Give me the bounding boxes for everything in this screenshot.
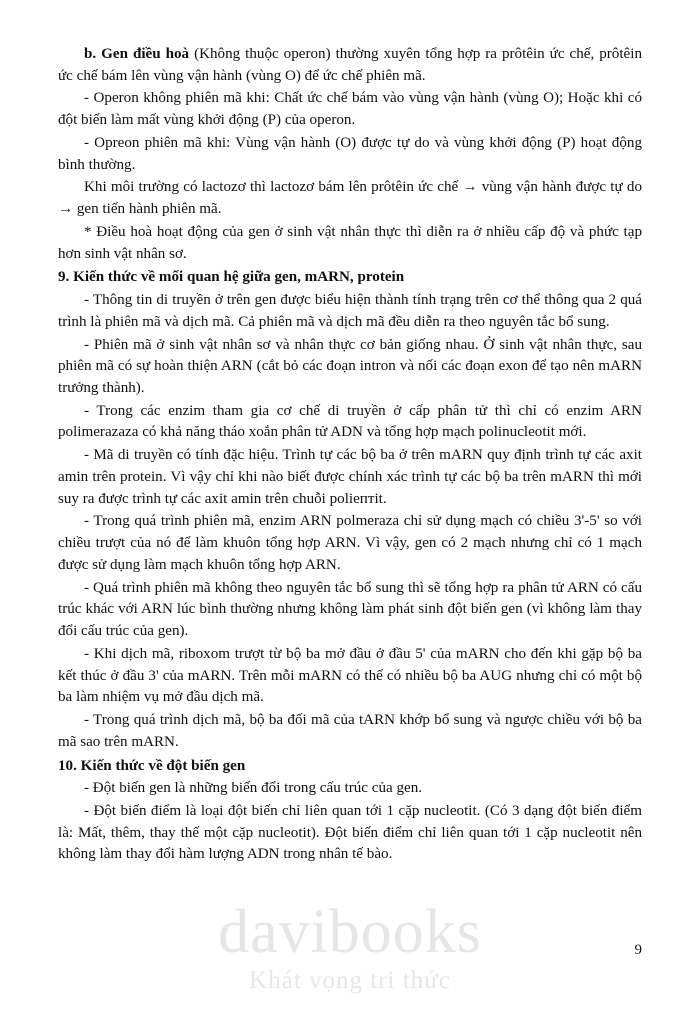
paragraph-dieu-hoa-hoat-dong: * Điều hoà hoạt động của gen ở sinh vật nhân thực thì diễn ra ở nhiều cấp độ và phức tạp hơn sinh vật nhân sơ. <box>58 223 642 262</box>
watermark-main-text: davibooks <box>218 898 482 966</box>
heading-10: 10. Kiến thức về đột biến gen <box>58 757 246 774</box>
paragraph-opreon-phien-ma: - Opreon phiên mã khi: Vùng vận hành (O) được tự do và vùng khởi động (P) hoạt động bình thường. <box>58 134 642 173</box>
paragraph-thong-tin-di-truyen: - Thông tin di truyền ở trên gen được biểu hiện thành tính trạng trên cơ thể thông qua 2 quá trình là phiên mã và dịch mã. Cả phiên mã và dịch mã đều diễn ra theo nguyên tắc bổ sung. <box>58 292 642 330</box>
watermark <box>0 898 700 995</box>
paragraph-khi-dich-ma: - Khi dịch mã, riboxom trượt từ bộ ba mở đầu ở đầu 5' của mARN cho đến khi gặp bộ ba kết thúc ở đầu 3' của mARN. Trên mỗi mARN có thể có nhiều bộ ba AUG nhưng chỉ có một bộ ba làm nhiệm vụ mở đầu dịch mã. <box>58 645 642 706</box>
paragraph-trong-qua-trinh-dich-ma: - Trong quá trình dịch mã, bộ ba đối mã của tARN khớp bổ sung và ngược chiều với bộ ba mã sao trên mARN. <box>58 712 642 750</box>
page-number: 9 <box>634 942 642 958</box>
document-body <box>58 44 642 866</box>
paragraph-ma-di-truyen: - Mã di truyền có tính đặc hiệu. Trình tự các bộ ba ở trên mARN quy định trình tự các axit amin trên protein. Vì vậy chỉ khi nào biết được chính xác trình tự các bộ ba trên mARN thì mới suy ra được trình tự các axit amin trên chuỗi poliептit. <box>58 447 642 507</box>
paragraph-dot-bien-gen: - Đột biến gen là những biến đổi trong cấu trúc của gen. <box>84 780 423 797</box>
paragraph-operon-khong-phien-ma: - Operon không phiên mã khi: Chất ức chế bám vào vùng vận hành (vùng O); Hoặc khi có đột biến làm mất vùng khởi động (P) của operon. <box>58 90 642 129</box>
heading-9: 9. Kiến thức về mối quan hệ giữa gen, mARN, protein <box>58 269 405 286</box>
paragraph-text: (Không thuộc operon) thường xuyên tổng hợp ra prôtêin ức chế, prôtêin ức chế bám lên vùng vận hành (vùng O) để ức chế phiên mã. <box>58 46 642 84</box>
paragraph-lactozo: Khi môi trường có lactozơ thì lactozơ bám lên prôtêin ức chế → vùng vận hành được tự do → gen tiến hành phiên mã. <box>58 179 642 218</box>
paragraph-enzim-co-che: - Trong các enzim tham gia cơ chế di truyền ở cấp phân tử thì chỉ có enzim ARN polimerazaza có khả năng tháo xoắn phân tử ADN và tổng hợp mạch polinucleotit mới. <box>58 402 642 441</box>
paragraph-phien-ma-sinh-vat: - Phiên mã ở sinh vật nhân sơ và nhân thực cơ bản giống nhau. Ở sinh vật nhân thực, sau phiên mã có sự hoàn thiện ARN (cắt bỏ các đoạn intron và nối các đoạn exon để tạo nên mARN trưởng thành). <box>58 336 642 397</box>
bold-lead-gen-dieu-hoa: b. Gen điều hoà <box>84 46 190 62</box>
paragraph-gen-dieu-hoa <box>58 44 642 87</box>
paragraph-qua-trinh-phien-ma: - Trong quá trình phiên mã, enzim ARN polmeraza chỉ sử dụng mạch có chiều 3'-5' so với chiều trượt của nó để làm khuôn tổng hợp ARN. Vì vậy, gen có 2 mạch nhưng chỉ có 1 mạch được sử dụng làm mạch khuôn tổng hợp ARN. <box>58 513 642 573</box>
paragraph-dot-bien-diem: - Đột biến điểm là loại đột biến chỉ liên quan tới 1 cặp nucleotit. (Có 3 dạng đột biến điểm là: Mất, thêm, thay thế một cặp nucleotit). Đột biến điểm chỉ liên quan tới 1 cặp nucleotit nên không làm thay đổi hàm lượng ADN trong nhân tế bào. <box>58 802 642 863</box>
paragraph-phien-ma-khong-theo: - Quá trình phiên mã không theo nguyên tắc bổ sung thì sẽ tổng hợp ra phân tử ARN có cấu trúc khác với ARN lúc bình thường nhưng không làm phát sinh đột biến gen (vì không làm thay đổi cấu trúc của gen). <box>58 579 642 640</box>
watermark-sub-text: Khát vọng tri thức <box>249 967 451 994</box>
